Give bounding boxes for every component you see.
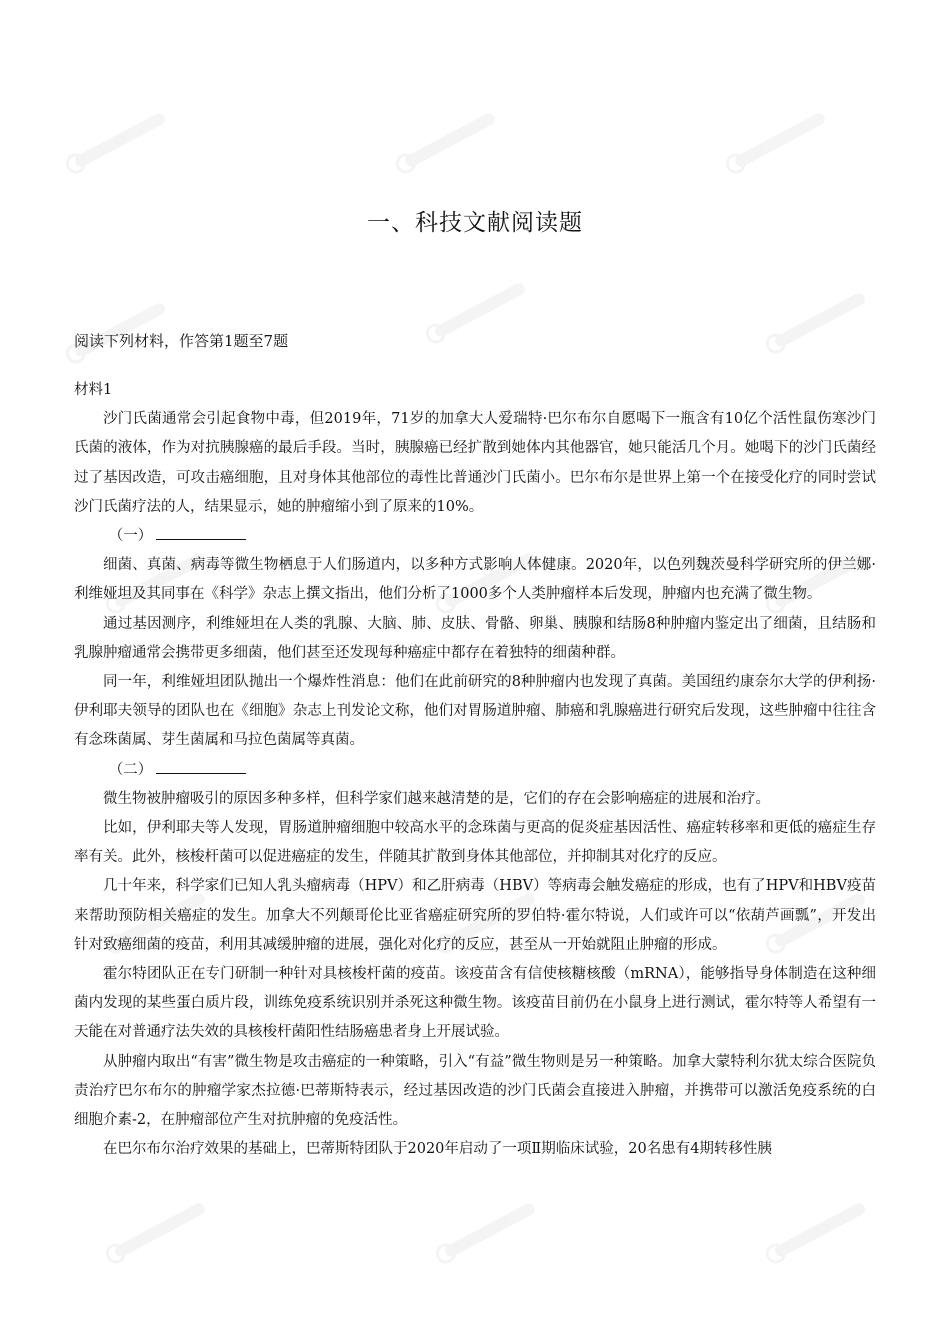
paragraph-9: 从肿瘤内取出“有害”微生物是攻击癌症的一种策略，引入“有益”微生物则是另一种策略。加拿大蒙特利尔犹太综合医院负责治疗巴尔布尔的肿瘤学家杰拉德·巴蒂斯特表示，经过基因改造的沙门氏菌会直接进入肿瘤，并携带可以激活免疫系统的白细胞介素-2，在肿瘤部位产生对抗肿瘤的免疫活性。 [74,1053,876,1129]
material-label: 材料1 [74,382,113,398]
section-heading-2 [74,756,876,785]
fill-blank-line-1 [156,525,246,540]
paragraph-4: 同一年，利维娅坦团队抛出一个爆炸性消息：他们在此前研究的8种肿瘤内也发现了真菌。美国纽约康奈尔大学的伊利扬·伊利耶夫领导的团队也在《细胞》杂志上刊发论文称，他们对胃肠道肿瘤、肺癌和乳腺癌进行研究后发现，这些肿瘤中往往含有念珠菌属、芽生菌属和马拉色菌属等真菌。 [74,674,876,749]
paragraph-7: 几十年来，科学家们已知人乳头瘤病毒（HPV）和乙肝病毒（HBV）等病毒会触发癌症的形成，也有了HPV和HBV疫苗来帮助预防相关癌症的发生。加拿大不列颠哥伦比亚省癌症研究所的罗伯特·霍尔特说，人们或许可以“依葫芦画瓢”，开发出针对致癌细菌的疫苗，利用其减缓肿瘤的进展，强化对化疗的反应，甚至从一开始就阻止肿瘤的形成。 [74,878,876,953]
watermark-mark [418,264,543,356]
fill-blank-line-2 [156,759,246,774]
instruction-text: 阅读下列材料，作答第1题至7题 [74,332,289,350]
section-label-1: （一） [108,528,153,545]
paragraph-8: 霍尔特团队正在专门研制一种针对具核梭杆菌的疫苗。该疫苗含有信使核糖核酸（mRNA），能够指导身体制造在这种细菌内发现的某些蛋白质片段，训练免疫系统识别并杀死这种微生物。该疫苗目前仍在小鼠身上进行测试，霍尔特等人希望有一天能在对普通疗法失效的具核梭杆菌阳性结肠癌患者身上开展试验。 [74,966,876,1041]
paragraph-3: 通过基因测序，利维娅坦在人类的乳腺、大脑、肺、皮肤、骨骼、卵巢、胰腺和结肠8种肿瘤内鉴定出了细菌，且结肠和乳腺肿瘤通常会携带更多细菌，他们甚至还发现每种癌症中都存在着独特的细菌种群。 [74,615,876,661]
watermark-mark [58,94,183,186]
paragraph-10: 在巴尔布尔治疗效果的基础上，巴蒂斯特团队于2020年启动了一项Ⅱ期临床试验，20名患有4期转移性胰 [103,1141,772,1158]
paragraph-6: 比如，伊利耶夫等人发现，胃肠道肿瘤细胞中较高水平的念珠菌与更高的促炎症基因活性、癌症转移率和更低的癌症生存率有关。此外，核梭杆菌可以促进癌症的发生，伴随其扩散到身体其他部位，并抑制其对化疗的反应。 [74,820,876,866]
watermark-mark [758,274,883,366]
watermark-mark [758,1184,883,1276]
watermark-mark [98,1184,223,1276]
paragraph-2: 细菌、真菌、病毒等微生物栖息于人们肠道内，以多种方式影响人体健康。2020年，以色列魏茨曼科学研究所的伊兰娜·利维娅坦及其同事在《科学》杂志上撰文指出，他们分析了1000多个人类肿瘤样本后发现，肿瘤内也充满了微生物。 [74,557,876,603]
section-label-2: （二） [108,761,153,778]
paragraph-5: 微生物被肿瘤吸引的原因多种多样，但科学家们越来越清楚的是，它们的存在会影响癌症的进展和治疗。 [103,790,770,807]
watermark-mark [388,94,513,186]
page-title: 一、科技文献阅读题 [367,210,583,236]
article-body [74,376,876,1164]
paragraph-1: 沙门氏菌通常会引起食物中毒，但2019年，71岁的加拿大人爱瑞特·巴尔布尔自愿喝下一瓶含有10亿个活性鼠伤寒沙门氏菌的液体，作为对抗胰腺癌的最后手段。当时，胰腺癌已经扩散到她体内其他器官，她只能活几个月。她喝下的沙门氏菌经过了基因改造，可攻击癌细胞，且对身体其他部位的毒性比普通沙门氏菌小。巴尔布尔是世界上第一个在接受化疗的同时尝试沙门氏菌疗法的人，结果显示，她的肿瘤缩小到了原来的10%。 [74,411,876,515]
watermark-mark [718,94,843,186]
section-heading-1 [74,522,876,551]
watermark-mark [428,1184,553,1276]
